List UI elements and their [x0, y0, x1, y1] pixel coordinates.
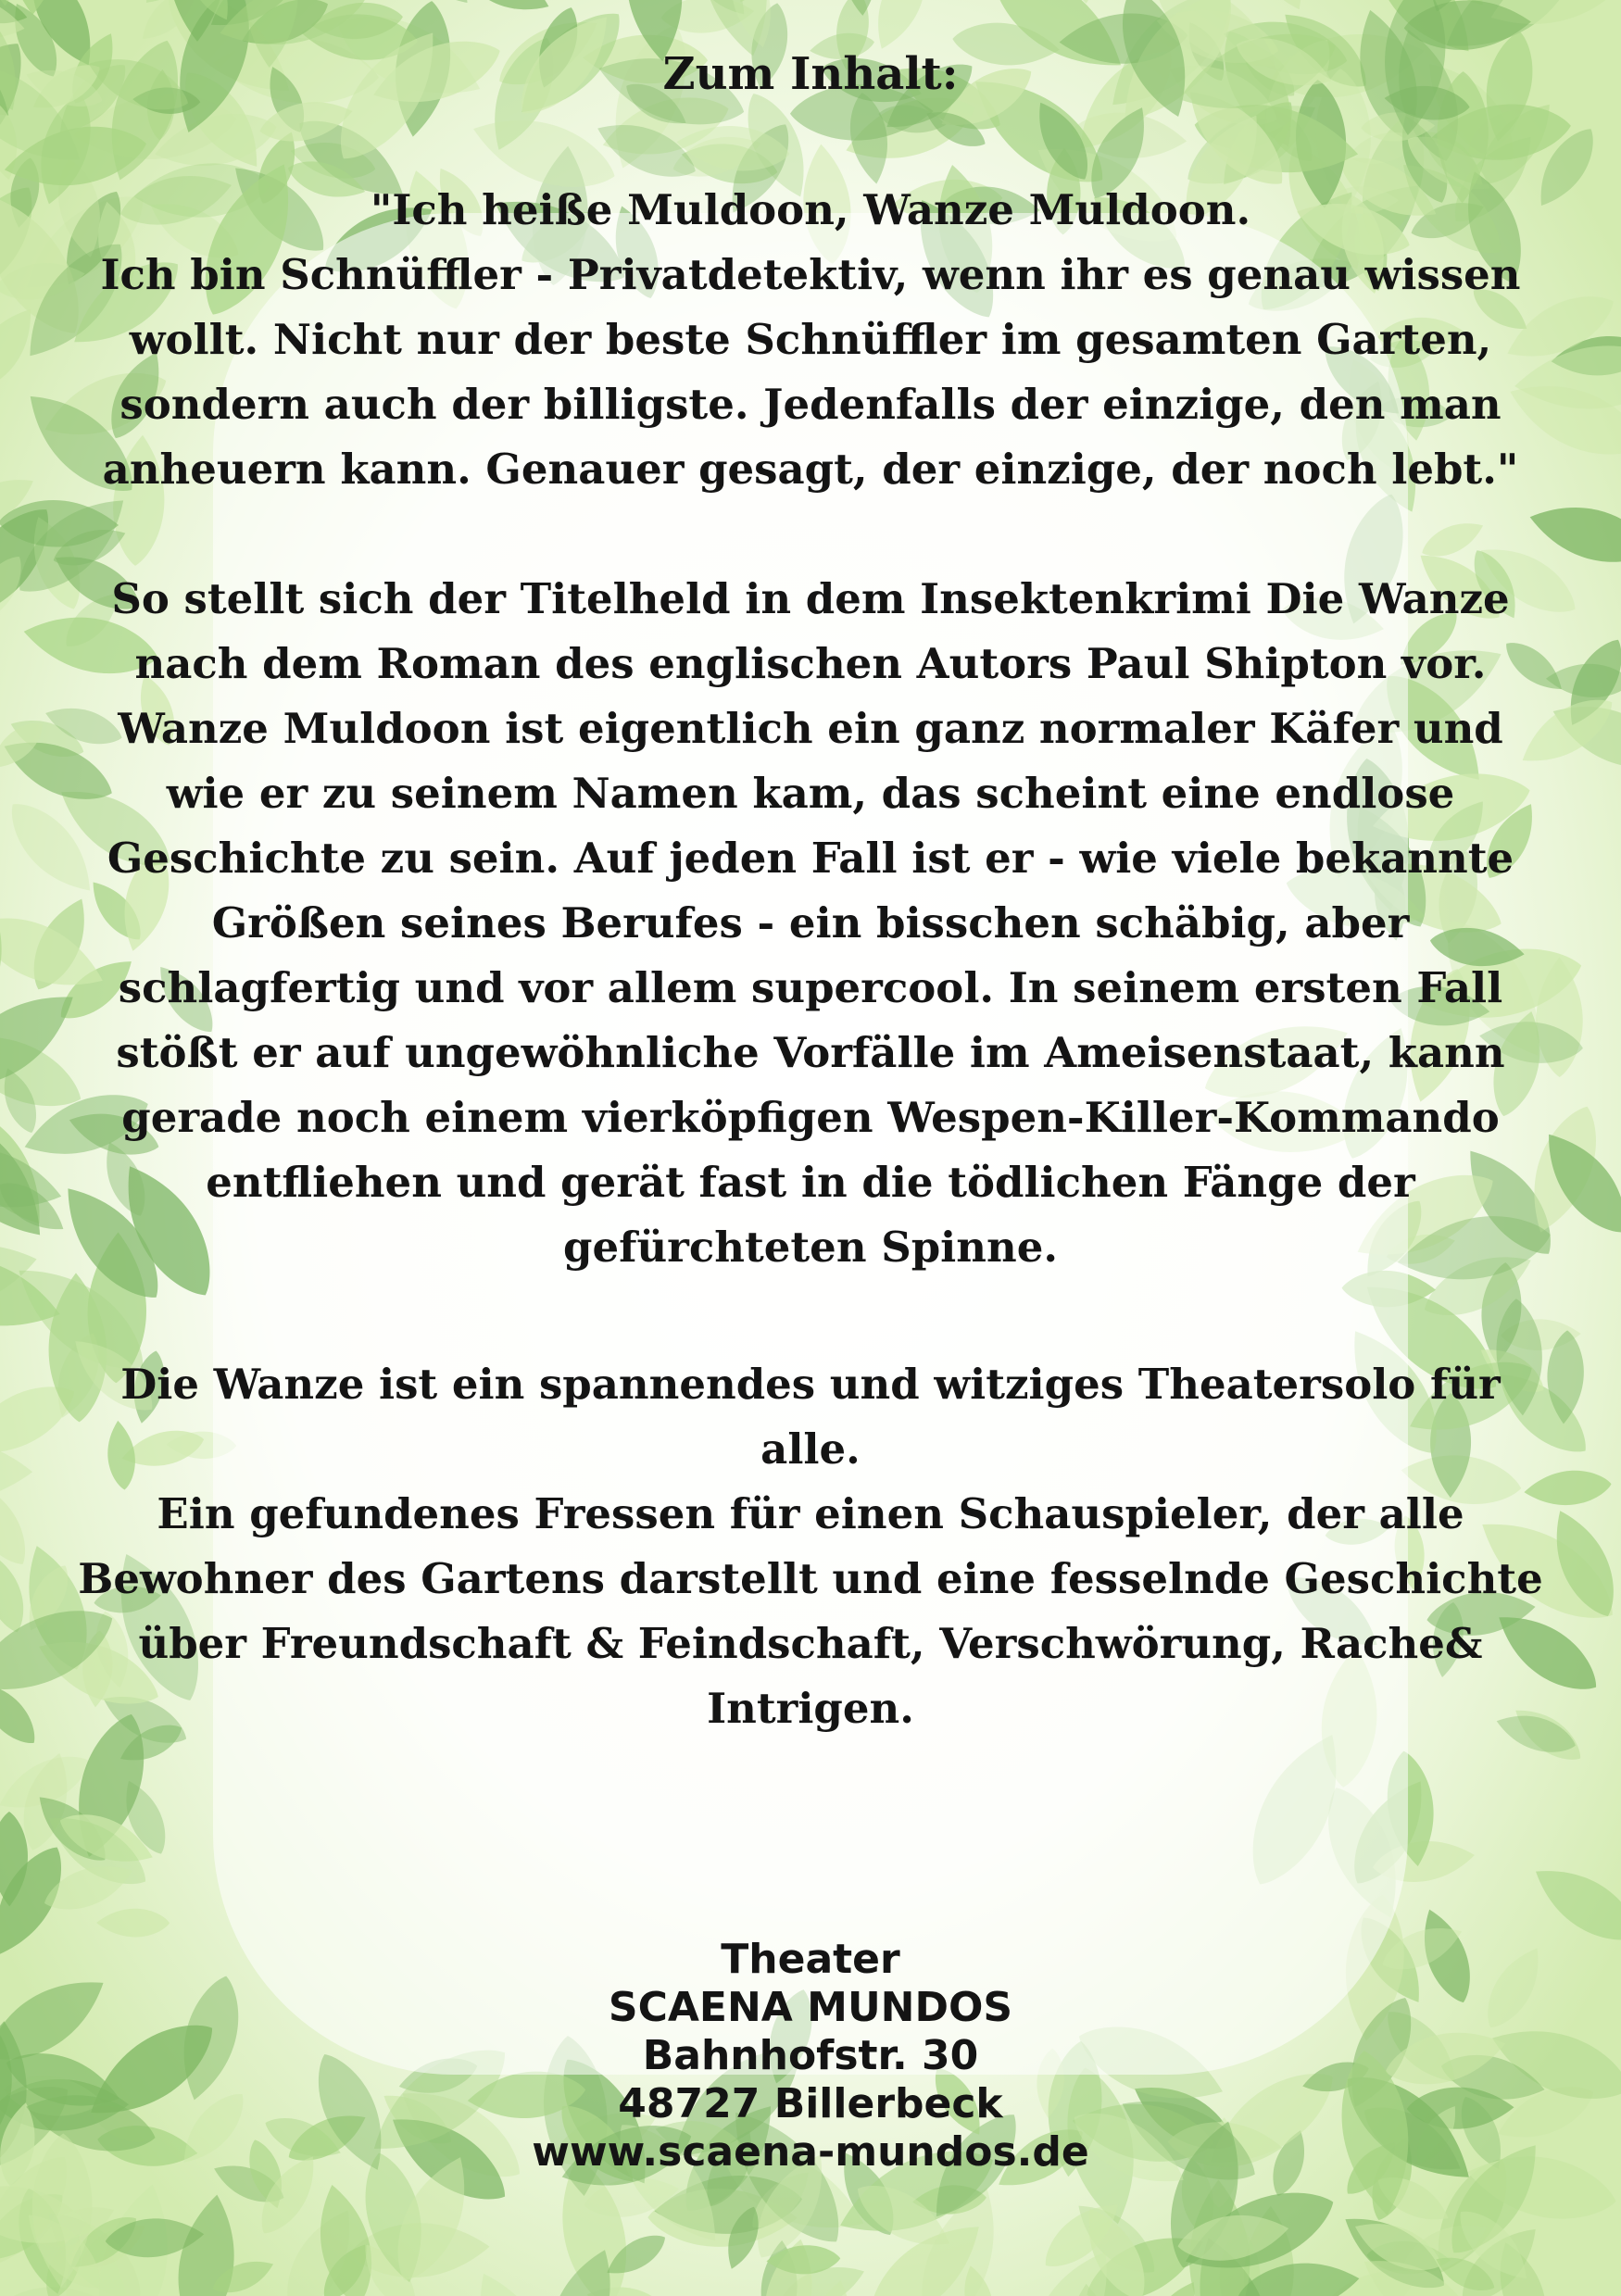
- text-line: "Ich heiße Muldoon, Wanze Muldoon.: [370, 185, 1251, 234]
- theater-address: [56, 1936, 1565, 2177]
- text-line: wie er zu seinem Namen kam, das scheint eine endlose: [166, 769, 1455, 818]
- description-paragraph: [56, 567, 1565, 1280]
- address-theater-label: Theater: [721, 1936, 900, 1983]
- quote-paragraph: [56, 178, 1565, 502]
- text-line: Ich bin Schnüffler - Privatdetektiv, wenn ihr es genau wissen: [100, 250, 1521, 299]
- text-line: Intrigen.: [707, 1684, 914, 1733]
- summary-paragraph: [56, 1352, 1565, 1741]
- address-theater-name: SCAENA MUNDOS: [608, 1984, 1013, 2031]
- text-line: Größen seines Berufes - ein bisschen schäbig, aber: [211, 898, 1410, 947]
- section-heading: Zum Inhalt:: [662, 48, 959, 100]
- address-city: 48727 Billerbeck: [618, 2080, 1003, 2127]
- text-line: schlagfertig und vor allem supercool. In seinem ersten Fall: [118, 963, 1503, 1012]
- text-line: sondern auch der billigste. Jedenfalls der einzige, den man: [119, 380, 1502, 429]
- text-line: stößt er auf ungewöhnliche Vorfälle im Ameisenstaat, kann: [116, 1028, 1505, 1077]
- address-street: Bahnhofstr. 30: [642, 2032, 979, 2079]
- text-line: Ein gefundenes Fressen für einen Schauspieler, der alle: [157, 1489, 1464, 1538]
- text-line: wollt. Nicht nur der beste Schnüffler im gesamten Garten,: [129, 315, 1492, 364]
- text-line: Wanze Muldoon ist eigentlich ein ganz normaler Käfer und: [118, 704, 1503, 753]
- text-line: nach dem Roman des englischen Autors Paul Shipton vor.: [134, 639, 1487, 688]
- text-line: entfliehen und gerät fast in die tödlichen Fänge der: [206, 1158, 1415, 1207]
- text-line: Die Wanze ist ein spannendes und witziges Theatersolo für: [120, 1360, 1501, 1409]
- text-line: anheuern kann. Genauer gesagt, der einzige, der noch lebt.": [102, 445, 1519, 494]
- address-website: www.scaena-mundos.de: [532, 2128, 1089, 2176]
- text-line: alle.: [760, 1424, 861, 1474]
- text-line: Bewohner des Gartens darstellt und eine fesselnde Geschichte: [78, 1554, 1543, 1603]
- text-line: So stellt sich der Titelheld in dem Insektenkrimi Die Wanze: [111, 574, 1510, 623]
- text-line: gefürchteten Spinne.: [562, 1223, 1058, 1272]
- text-line: über Freundschaft & Feindschaft, Verschwörung, Rache&: [138, 1619, 1483, 1668]
- text-line: gerade noch einem vierköpfigen Wespen-Killer-Kommando: [121, 1093, 1500, 1142]
- text-line: Geschichte zu sein. Auf jeden Fall ist er - wie viele bekannte: [107, 834, 1514, 883]
